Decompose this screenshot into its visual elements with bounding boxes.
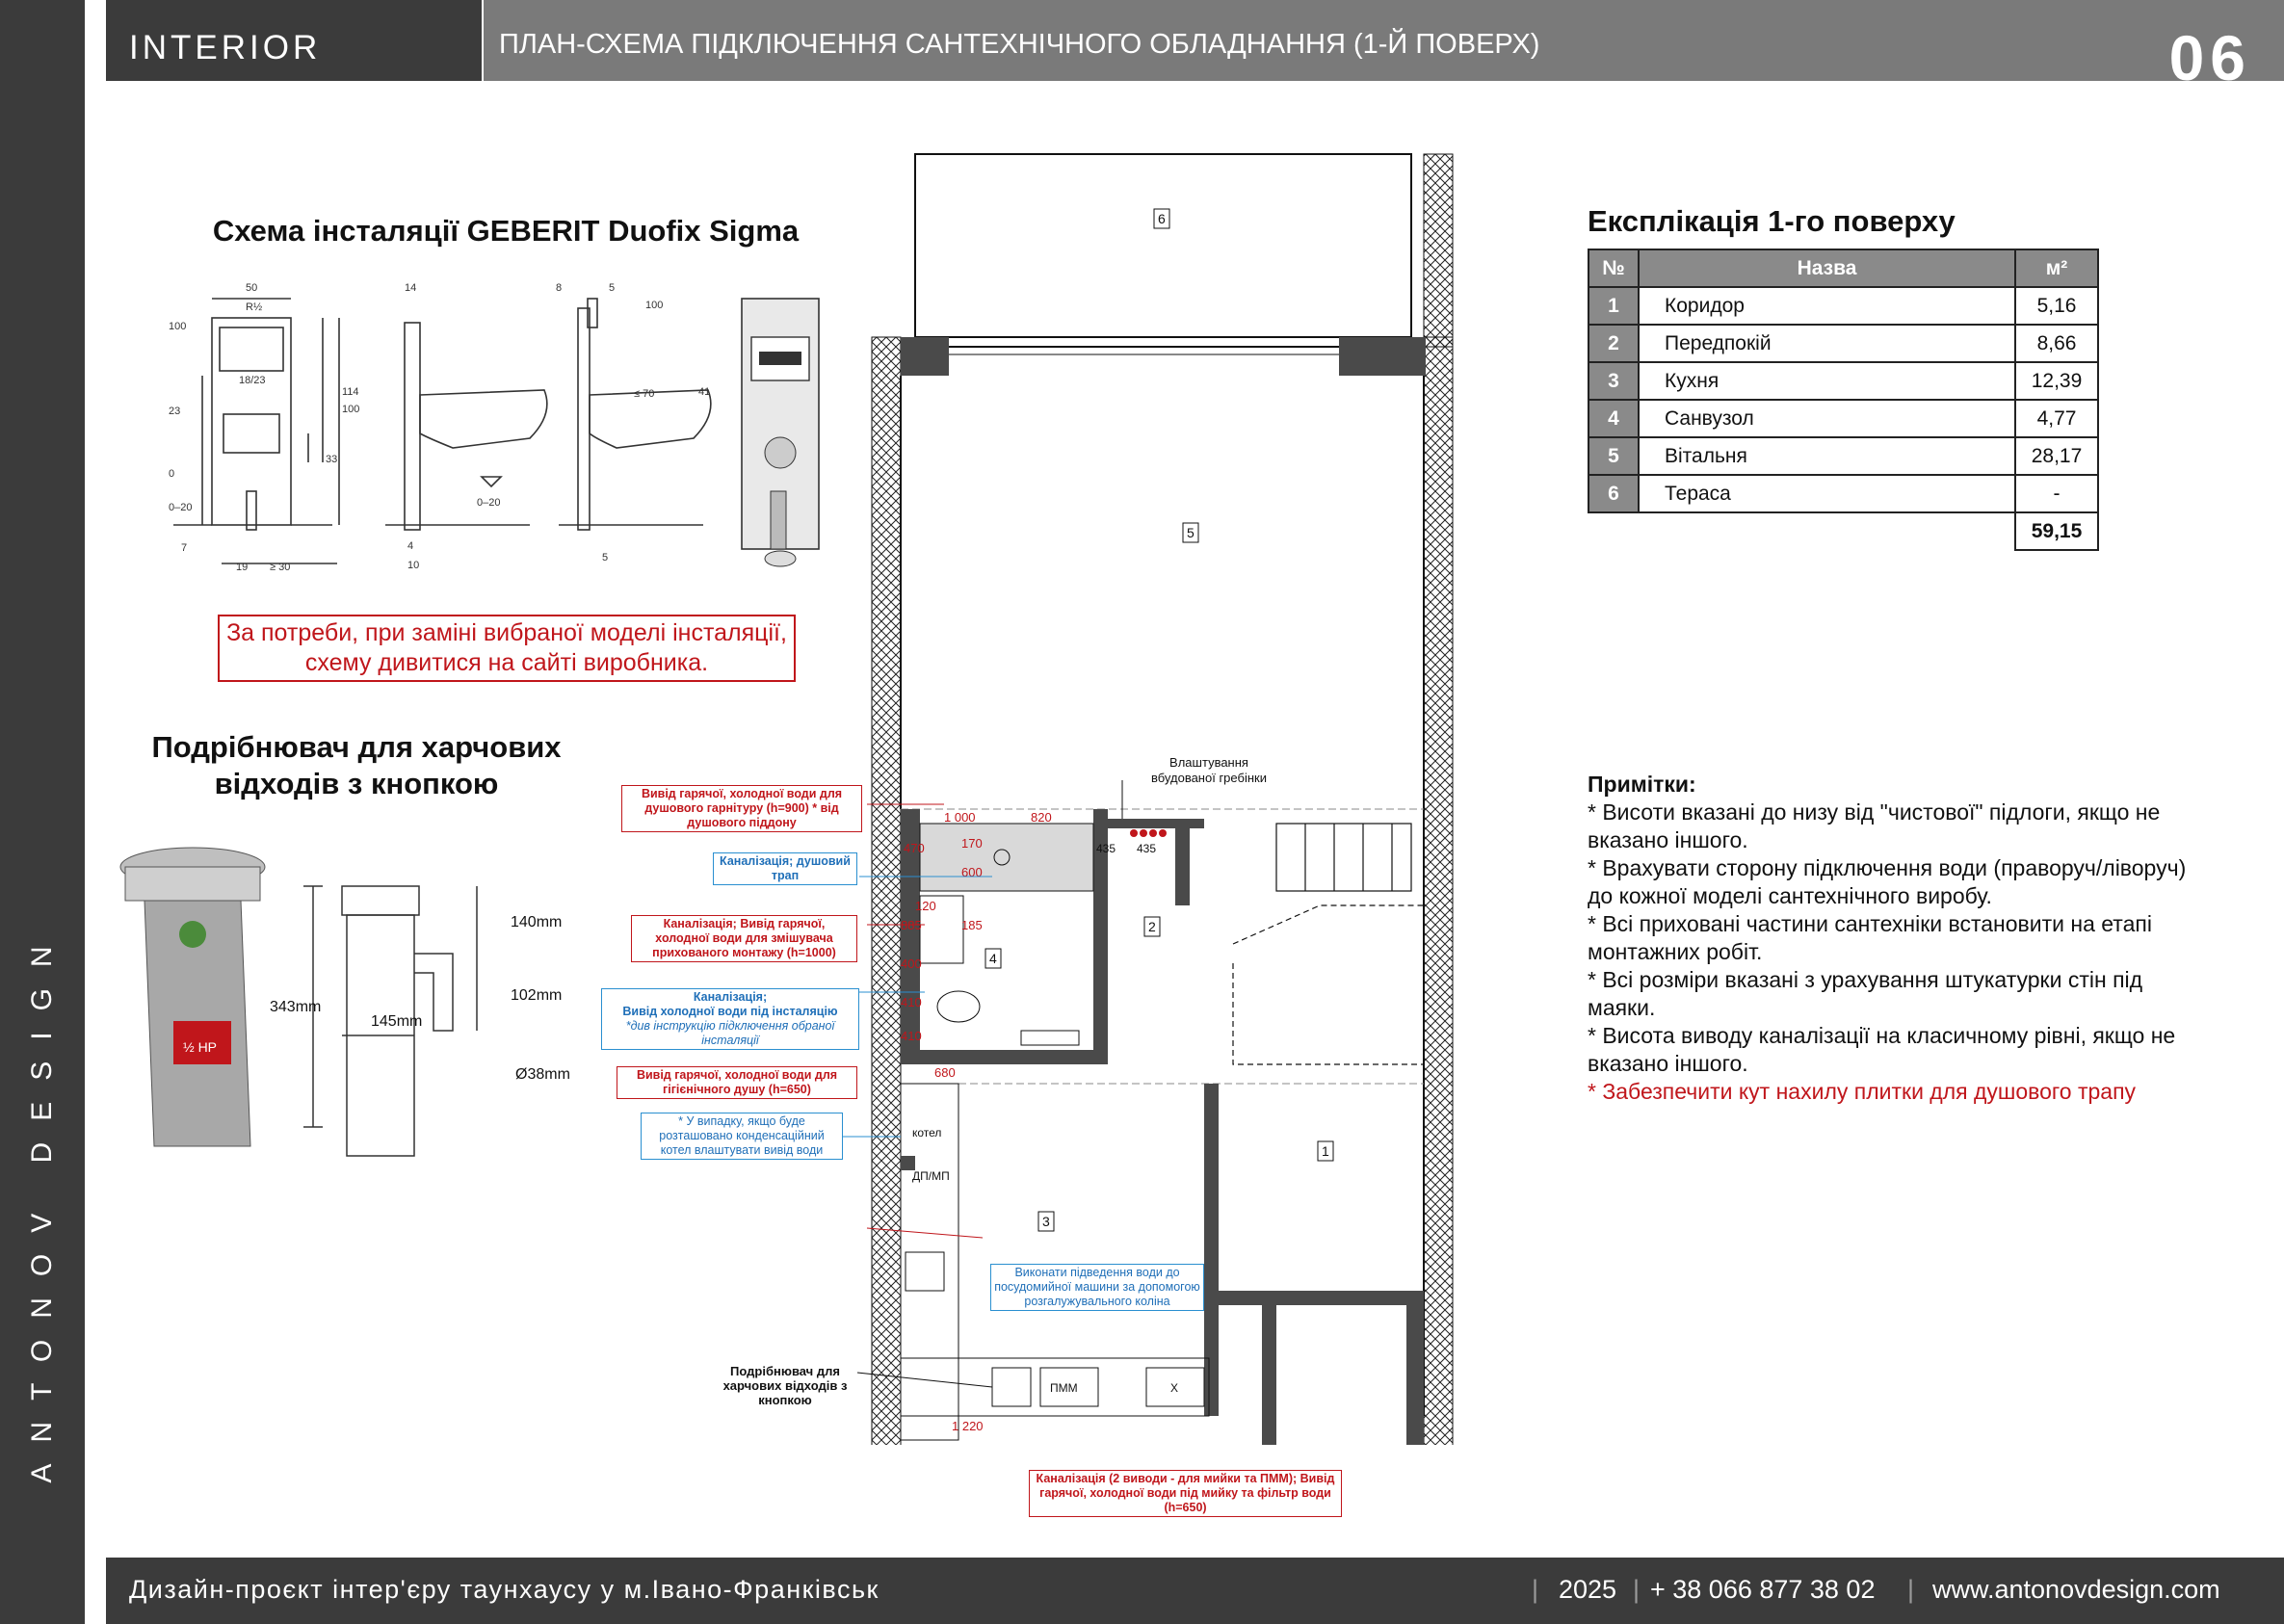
col-area: м²: [2015, 249, 2098, 287]
room-number: 1: [1322, 1143, 1329, 1159]
dp-label: ДП/МП: [912, 1169, 950, 1183]
col-no: №: [1588, 249, 1639, 287]
stove: [906, 1252, 944, 1291]
table-row: [1588, 325, 2098, 362]
bathroom-wall: [901, 1050, 1108, 1064]
note-item: * Врахувати сторону підключення води (праворуч/ліворуч) до кожної моделі сантехнічного виробу.: [1588, 855, 2187, 908]
toilet-icon: [937, 991, 980, 1022]
callout-wc-note: *див інструкцію підключення обраної інсталяції: [625, 1019, 835, 1047]
row-name: Коридор: [1639, 287, 2015, 325]
note-important: * Забезпечити кут нахилу плитки для душового трапу: [1588, 1079, 2137, 1104]
comb-outlets: [1130, 829, 1167, 837]
geberit-title: Схема інсталяції GEBERIT Duofix Sigma: [212, 214, 800, 248]
kitchen-wall: [1204, 1084, 1219, 1416]
row-no: 3: [1588, 362, 1639, 400]
dim-label: 470: [904, 841, 925, 855]
row-area: 5,16: [2015, 287, 2098, 325]
grinder-diagram: [116, 838, 617, 1175]
geberit-side-view: [385, 323, 547, 530]
wall-segment: [901, 337, 949, 376]
explication-table: [1588, 249, 2099, 551]
page-number: 06: [2168, 22, 2251, 93]
grinder-dim-height: 343mm: [270, 999, 322, 1015]
dim-label: 885: [901, 918, 922, 932]
geberit-dim: 0: [169, 468, 175, 480]
footer-year: 2025: [1559, 1575, 1617, 1604]
dim-label: 820: [1031, 810, 1052, 825]
outer-wall-left: [872, 337, 901, 1445]
callout-dishwasher: Виконати підведення води до посудомийної машини за допомогою розгалужувального коліна: [990, 1264, 1204, 1311]
x-label: X: [1170, 1381, 1179, 1395]
note-item: * Висота виводу каналізації на класичному рівні, якщо не вказано іншого.: [1588, 1023, 2176, 1076]
room-number: 6: [1158, 211, 1166, 226]
table-row: [1588, 287, 2098, 325]
total-area: 59,15: [2015, 512, 2098, 550]
dim-label: 410: [901, 995, 922, 1009]
table-header-row: [1588, 249, 2098, 287]
grinder-title: [116, 729, 597, 802]
plan-dimensions: [901, 810, 1052, 1433]
geberit-dim: 7: [181, 542, 188, 554]
dim-label: 600: [961, 865, 983, 879]
geberit-dim: 5: [609, 282, 616, 294]
footer-site[interactable]: www.antonovdesign.com: [1932, 1575, 2220, 1604]
geberit-dim: 100: [645, 300, 664, 311]
grinder-product-image: [120, 848, 265, 1146]
grinder-title-line2: відходів з кнопкою: [214, 767, 499, 800]
terrace-wall: [1424, 154, 1453, 347]
footer-project: Дизайн-проєкт інтер'єру таунхаусу у м.Івано-Франківськ: [129, 1575, 879, 1604]
dim-label: 680: [934, 1065, 956, 1080]
row-area: 4,77: [2015, 400, 2098, 437]
table-row: [1588, 475, 2098, 512]
callout-grinder: Подрібнювач для харчових відходів з кнопкою: [722, 1364, 848, 1407]
room-number: 4: [989, 951, 997, 966]
callout-wc-title: Каналізація;: [693, 990, 768, 1004]
note-item: * Всі приховані частини сантехніки встановити на етапі монтажних робіт.: [1588, 911, 2152, 964]
grinder-dim-top: 140mm: [511, 914, 563, 930]
page-title: ПЛАН-СХЕМА ПІДКЛЮЧЕННЯ САНТЕХНІЧНОГО ОБЛАДНАННЯ (1-Й ПОВЕРХ): [499, 29, 1540, 60]
row-name: Тераса: [1639, 475, 2015, 512]
row-no: 5: [1588, 437, 1639, 475]
row-name: Кухня: [1639, 362, 2015, 400]
row-area: 28,17: [2015, 437, 2098, 475]
left-sidebar: [0, 0, 85, 1624]
footer-phone: + 38 066 877 38 02: [1650, 1575, 1876, 1604]
geberit-dim: R½: [246, 301, 263, 313]
table-total-row: [1588, 512, 2098, 550]
geberit-dim: 33: [326, 454, 338, 465]
shower-tray: [920, 824, 1093, 891]
explication-title: Експлікація 1-го поверху: [1588, 204, 1956, 238]
row-area: 12,39: [2015, 362, 2098, 400]
grinder-dim-pipe: Ø38mm: [515, 1066, 570, 1083]
row-name: Передпокій: [1639, 325, 2015, 362]
dim-label: 185: [961, 918, 983, 932]
callout-wc-text: Вивід холодної води під інсталяцію: [622, 1005, 838, 1018]
pmm-label: ПММ: [1050, 1381, 1078, 1395]
row-no: 6: [1588, 475, 1639, 512]
grinder-product-label: ½ HP: [183, 1039, 218, 1055]
sidebar-brand: ANTONOV DESIGN: [26, 925, 58, 1483]
geberit-dim: 10: [407, 560, 420, 571]
callout-kitchen: Каналізація (2 виводи - для мийки та ПММ); Вивід гарячої, холодної води під мийку та фільтр води (h=650): [1029, 1470, 1342, 1517]
geberit-dim: 14: [405, 282, 417, 294]
callout-boiler: * У випадку, якщо буде розташовано конденсаційний котел влаштувати вивід води: [641, 1113, 843, 1160]
geberit-dim: 100: [342, 404, 360, 415]
note-item: * Висоти вказані до низу від "чистової" підлоги, якщо не вказано іншого.: [1588, 799, 2161, 852]
geberit-dim: 18/23: [239, 375, 266, 386]
footer-bar: Дизайн-проєкт інтер'єру таунхаусу у м.Івано-Франківськ | 2025 | + 38 066 877 38 02 | www.antonovdesign.com: [106, 1558, 2284, 1624]
row-no: 1: [1588, 287, 1639, 325]
grinder-dim-mid: 102mm: [511, 987, 563, 1004]
col-name: Назва: [1639, 249, 2015, 287]
grinder-dim-width: 145mm: [371, 1013, 423, 1030]
grinder-title-line1: Подрібнювач для харчових: [151, 730, 562, 764]
geberit-dim: 50: [246, 282, 258, 294]
notes-block: [1588, 771, 2204, 1106]
dim-label: 410: [901, 1029, 922, 1043]
wall-segment: [1339, 337, 1426, 376]
callout-sink-water: Каналізація; Вивід гарячої, холодної води для змішувача прихованого монтажу (h=1000): [631, 915, 857, 962]
row-no: 4: [1588, 400, 1639, 437]
geberit-front-view: [173, 299, 339, 563]
header-bar: [484, 0, 2284, 93]
callout-hygienic: Вивід гарячої, холодної води для гігієнічного душу (h=650): [617, 1066, 857, 1099]
bathroom-shelf: [1021, 1031, 1079, 1045]
room-number: 2: [1148, 919, 1156, 934]
table-row: [1588, 437, 2098, 475]
room-number: 3: [1042, 1214, 1050, 1229]
geberit-dim: ≥ 30: [270, 562, 291, 573]
outer-wall-right: [1424, 337, 1453, 1445]
room-number: 5: [1187, 525, 1195, 540]
row-name: Вітальня: [1639, 437, 2015, 475]
row-no: 2: [1588, 325, 1639, 362]
geberit-dim: 19: [236, 562, 249, 573]
dim-label: 435: [1096, 842, 1116, 855]
dim-label: 1 220: [952, 1419, 984, 1433]
geberit-dim: 100: [169, 321, 187, 332]
terrace-outline: [915, 154, 1411, 337]
geberit-dim: 0–20: [169, 502, 193, 513]
dim-label: 400: [901, 956, 922, 971]
dim-label: 1 000: [944, 810, 976, 825]
dim-label: 170: [961, 836, 983, 851]
callout-shower-drain: Каналізація; душовий трап: [713, 852, 857, 885]
staircase: [1233, 824, 1424, 1064]
notes-title: Примітки:: [1588, 772, 1696, 797]
geberit-dim: 5: [602, 552, 609, 563]
geberit-dim: ≤ 70: [634, 388, 655, 400]
sink-grinder: [992, 1368, 1031, 1406]
geberit-dim: 4: [407, 540, 414, 552]
geberit-dim: 8: [556, 282, 563, 294]
row-area: 8,66: [2015, 325, 2098, 362]
dim-label: 435: [1137, 842, 1157, 855]
callout-wc: [601, 988, 859, 1050]
header-brand: INTERIOR DESIGN: [106, 0, 482, 81]
geberit-dim: 41: [698, 386, 711, 398]
geberit-note: За потреби, при заміні вибраної моделі інсталяції, схему дивитися на сайті виробника.: [218, 615, 796, 682]
callout-comb: Влаштування вбудованої гребінки: [1151, 755, 1267, 785]
note-item: * Всі розміри вказані з урахування штукатурки стін під маяки.: [1588, 967, 2143, 1020]
geberit-dim: 0–20: [477, 497, 501, 509]
geberit-dim: 23: [169, 406, 181, 417]
row-area: -: [2015, 475, 2098, 512]
geberit-dim: 114: [342, 386, 359, 398]
dim-label: 120: [915, 899, 936, 913]
row-name: Санвузол: [1639, 400, 2015, 437]
table-row: [1588, 362, 2098, 400]
table-row: [1588, 400, 2098, 437]
callout-shower-water: Вивід гарячої, холодної води для душового гарнітуру (h=900) * від душового піддону: [621, 785, 862, 832]
boiler-label: котел: [912, 1126, 942, 1139]
